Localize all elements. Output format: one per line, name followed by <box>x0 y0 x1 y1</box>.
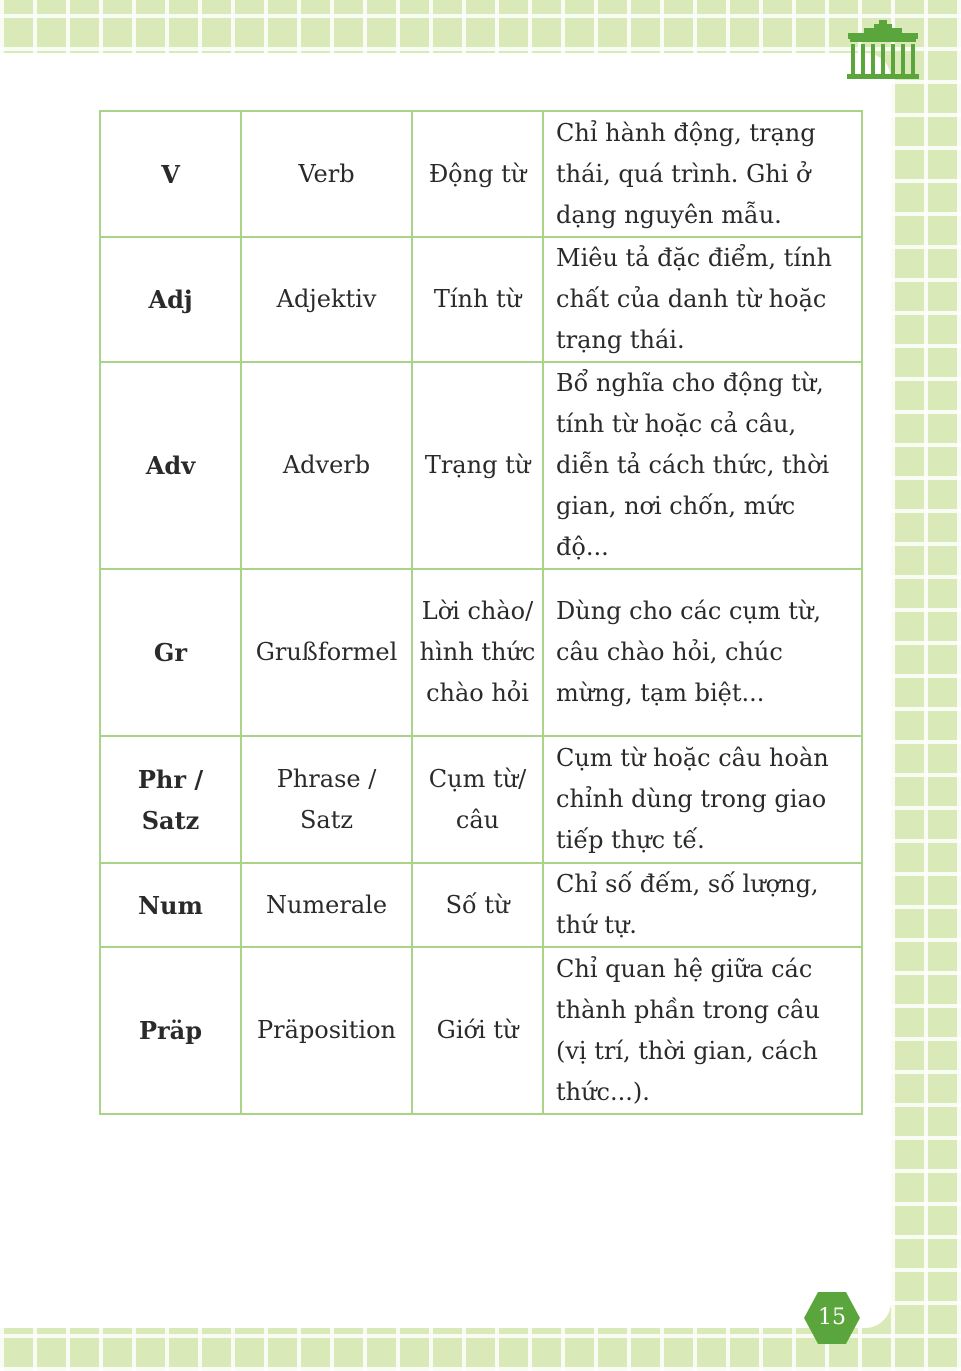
vietnamese-term-cell: Tính từ <box>412 237 543 362</box>
description-cell: Chỉ hành động, trạng thái, quá trình. Ghi ở dạng nguyên mẫu. <box>543 111 862 237</box>
description-cell: Miêu tả đặc điểm, tính chất của danh từ hoặc trạng thái. <box>543 237 862 362</box>
table-row <box>100 569 862 736</box>
page-number: 15 <box>818 1305 846 1330</box>
german-term-cell: Grußformel <box>241 569 412 736</box>
table-row <box>100 736 862 863</box>
german-term-cell: Adjektiv <box>241 237 412 362</box>
abbreviation-cell: V <box>100 111 241 237</box>
description-cell: Bổ nghĩa cho động từ, tính từ hoặc cả câu, diễn tả cách thức, thời gian, nơi chốn, mức độ... <box>543 362 862 569</box>
table-row <box>100 237 862 362</box>
description-cell: Chỉ số đếm, số lượng, thứ tự. <box>543 863 862 947</box>
brandenburg-gate-icon <box>846 18 920 80</box>
table-row <box>100 947 862 1114</box>
table-row <box>100 863 862 947</box>
abbreviation-cell: Adv <box>100 362 241 569</box>
description-cell: Dùng cho các cụm từ, câu chào hỏi, chúc mừng, tạm biệt... <box>543 569 862 736</box>
german-term-cell: Numerale <box>241 863 412 947</box>
abbreviation-cell: Gr <box>100 569 241 736</box>
abbreviation-cell: Adj <box>100 237 241 362</box>
vietnamese-term-cell: Số từ <box>412 863 543 947</box>
german-term-cell: Präposition <box>241 947 412 1114</box>
abbreviation-cell: Num <box>100 863 241 947</box>
german-term-cell: Verb <box>241 111 412 237</box>
word-class-table <box>99 110 863 1115</box>
german-term-cell: Adverb <box>241 362 412 569</box>
abbreviation-cell: Präp <box>100 947 241 1114</box>
vietnamese-term-cell: Trạng từ <box>412 362 543 569</box>
description-cell: Chỉ quan hệ giữa các thành phần trong câu (vị trí, thời gian, cách thức...). <box>543 947 862 1114</box>
vietnamese-term-cell: Lời chào/ hình thức chào hỏi <box>412 569 543 736</box>
vietnamese-term-cell: Giới từ <box>412 947 543 1114</box>
abbreviation-cell: Phr / Satz <box>100 736 241 863</box>
vietnamese-term-cell: Cụm từ/ câu <box>412 736 543 863</box>
table-row <box>100 111 862 237</box>
vietnamese-term-cell: Động từ <box>412 111 543 237</box>
description-cell: Cụm từ hoặc câu hoàn chỉnh dùng trong giao tiếp thực tế. <box>543 736 862 863</box>
german-term-cell: Phrase / Satz <box>241 736 412 863</box>
table-row <box>100 362 862 569</box>
